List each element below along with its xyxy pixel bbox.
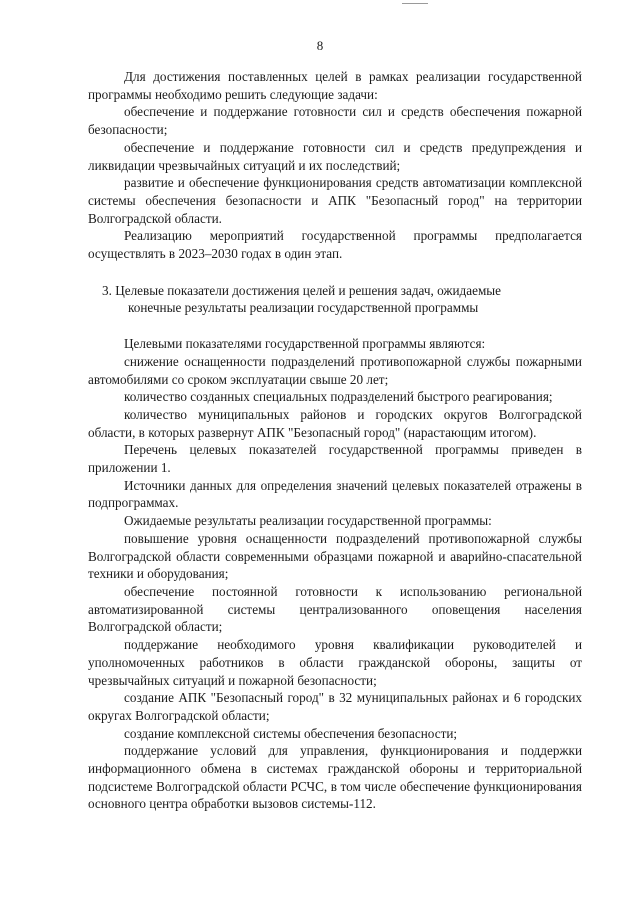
section-heading-line: 3. Целевые показатели достижения целей и решения задач, ожидаемые bbox=[102, 282, 502, 298]
paragraph: Ожидаемые результаты реализации государственной программы: bbox=[124, 513, 492, 529]
scan-artifact-line bbox=[402, 3, 428, 4]
page-number: 8 bbox=[316, 38, 324, 53]
paragraph: создание комплексной системы обеспечения безопасности; bbox=[124, 725, 458, 741]
paragraph: поддержание условий для управления, функционирования и поддержки информационного обмена в системах гражданской обороны и территориальной подсистеме Волгоградской области РСЧС, в том числе обеспечение функционирования основного центра обработки вызовов системы-112. bbox=[88, 743, 582, 812]
paragraph: количество муниципальных районов и городских округов Волгоградской области, в которых развернут АПК "Безопасный город" (нарастающим итогом). bbox=[88, 406, 582, 440]
section-heading-line: конечные результаты реализации государственной программы bbox=[128, 300, 479, 316]
paragraph: повышение уровня оснащенности подразделений противопожарной службы Волгоградской области современными образцами пожарной и аварийно-спасательной техники и оборудования; bbox=[88, 530, 582, 582]
paragraph: поддержание необходимого уровня квалификации руководителей и уполномоченных работников в области гражданской обороны, защиты от чрезвычайных ситуаций и пожарной безопасности; bbox=[88, 637, 582, 688]
paragraph: обеспечение и поддержание готовности сил и средств предупреждения и ликвидации чрезвычайных ситуаций и их последствий; bbox=[88, 139, 582, 173]
paragraph: обеспечение и поддержание готовности сил и средств обеспечения пожарной безопасности; bbox=[88, 104, 582, 138]
paragraph: Для достижения поставленных целей в рамках реализации государственной программы необходимо решить следующие задачи: bbox=[88, 69, 582, 102]
section-heading bbox=[88, 282, 582, 317]
paragraph: Реализацию мероприятий государственной программы предполагается осуществлять в 2023–2030 годах в один этап. bbox=[88, 228, 582, 262]
document-body bbox=[88, 68, 582, 813]
paragraph: Перечень целевых показателей государственной программы приведен в приложении 1. bbox=[88, 442, 582, 476]
paragraph: количество созданных специальных подразделений быстрого реагирования; bbox=[124, 389, 553, 405]
paragraph: Целевыми показателями государственной программы являются: bbox=[124, 336, 486, 352]
paragraph: Источники данных для определения значений целевых показателей отражены в подпрограммах. bbox=[88, 477, 582, 511]
paragraph: создание АПК "Безопасный город" в 32 муниципальных районах и 6 городских округах Волгоградской области; bbox=[88, 690, 582, 723]
paragraph: развитие и обеспечение функционирования средств автоматизации комплексной системы обеспечения безопасности и АПК "Безопасный город" на территории Волгоградской области. bbox=[88, 175, 582, 226]
paragraph: обеспечение постоянной готовности к использованию региональной автоматизированной системы централизованного оповещения населения Волгоградской области; bbox=[88, 583, 582, 635]
paragraph: снижение оснащенности подразделений противопожарной службы пожарными автомобилями со сроком эксплуатации свыше 20 лет; bbox=[88, 353, 582, 387]
